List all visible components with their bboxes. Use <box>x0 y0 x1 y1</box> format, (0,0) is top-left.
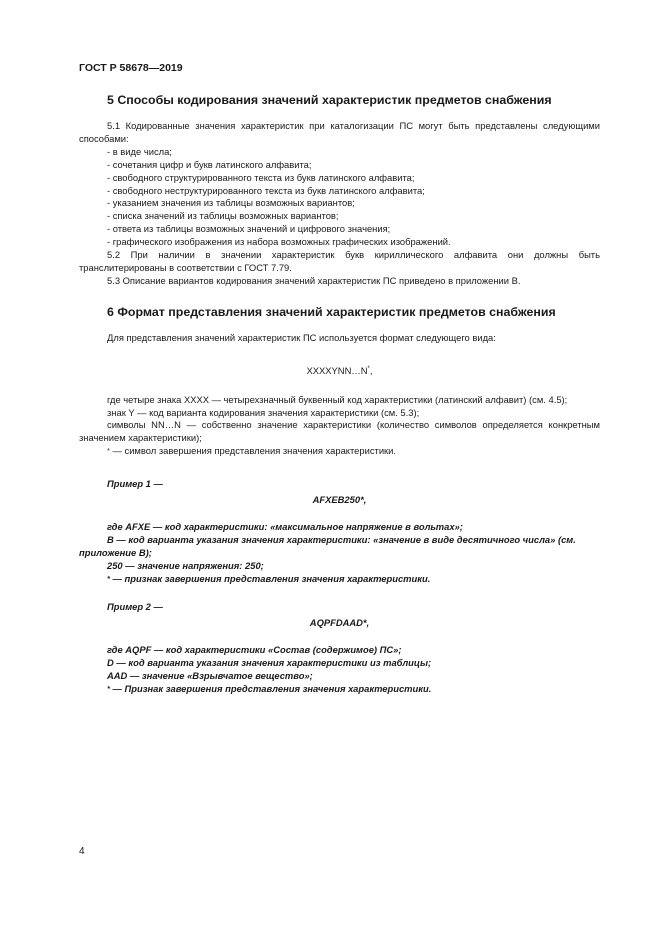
list-item: - свободного структурированного текста из букв латинского алфавита; <box>107 171 415 183</box>
where-line-2: знак Y — код варианта кодирования значения характеристики (см. 5.3); <box>107 406 420 418</box>
example-1-line: 250 — значение напряжения: 250; <box>107 559 264 571</box>
formula-comma: , <box>369 364 373 376</box>
example-1-last-line <box>79 573 600 586</box>
where-line-4 <box>79 445 600 458</box>
example-1-line: где AFXE — код характеристики: «максимальное напряжение в вольтах»; <box>107 520 463 532</box>
list-item: - указанием значения из таблицы возможных вариантов; <box>107 197 355 209</box>
example-1-code: AFXEB250*, <box>312 494 367 506</box>
example-1-line: B — код варианта указания значения характеристики: «значение в виде десятичного числа» (см. приложение В); <box>79 533 576 558</box>
paragraph-6-intro: Для представления значений характеристик ПС используется формат следующего вида: <box>107 331 496 343</box>
list-item: - свободного неструктурированного текста из букв латинского алфавита; <box>107 184 425 196</box>
section-5-title: 5 Способы кодирования значений характеристик предметов снабжения <box>107 93 552 107</box>
asterisk-symbol: * <box>107 684 110 693</box>
example-2-line: AAD — значение «Взрывчатое вещество»; <box>107 670 313 682</box>
where-line-3: символы NN…N — собственно значение характеристики (количество символов определяется конкретным значением характеристики); <box>79 419 600 444</box>
paragraph-5-2: 5.2 При наличии в значении характеристик букв кириллического алфавита они должны быть транслитерированы в соответствии с ГОСТ 7.79. <box>79 249 600 273</box>
list-item: - сочетания цифр и букв латинского алфавита; <box>107 158 312 170</box>
list-item: - списка значений из таблицы возможных вариантов; <box>107 210 339 222</box>
format-formula <box>79 365 600 378</box>
asterisk-symbol: * <box>107 573 110 583</box>
section-6-title: 6 Формат представления значений характеристик предметов снабжения <box>107 304 556 319</box>
where-line-1: где четыре знака XXXX — четырехзначный буквенный код характеристики (латинский алфавит) (см. 4.5); <box>107 393 568 405</box>
formula-asterisk: * <box>367 365 370 372</box>
page-number: 4 <box>79 846 85 857</box>
example-2-last-line <box>79 683 600 696</box>
example-1-last-text: — признак завершения представления значения характеристики. <box>109 572 431 584</box>
formula-text: XXXXYNN…N <box>306 364 368 376</box>
where-line-4-text: — символ завершения представления значения характеристики. <box>109 445 397 457</box>
list-item: - графического изображения из набора возможных графических изображений. <box>107 236 451 248</box>
paragraph-5-3: 5.3 Описание вариантов кодирования значений характеристик ПС приведено в приложении В. <box>107 274 521 286</box>
example-2-line: где AQPF — код характеристики «Состав (содержимое) ПС»; <box>107 644 402 656</box>
paragraph-5-1: 5.1 Кодированные значения характеристик при каталогизации ПС могут быть представлены следующими способами: <box>79 120 600 144</box>
document-header: ГОСТ Р 58678—2019 <box>79 62 183 74</box>
example-2-line: D — код варианта указания значения характеристики из таблицы; <box>107 657 432 669</box>
example-2-code: AQPFDAAD*, <box>309 617 370 629</box>
list-item: - ответа из таблицы возможных значений и цифрового значения; <box>107 223 391 235</box>
list-item: - в виде числа; <box>107 145 172 157</box>
example-2-last-text: — Признак завершения представления значения характеристики. <box>109 683 432 694</box>
asterisk-symbol: * <box>107 446 110 456</box>
example-1-label: Пример 1 — <box>107 478 163 490</box>
example-2-label: Пример 2 — <box>107 601 163 613</box>
page-content <box>79 92 600 696</box>
